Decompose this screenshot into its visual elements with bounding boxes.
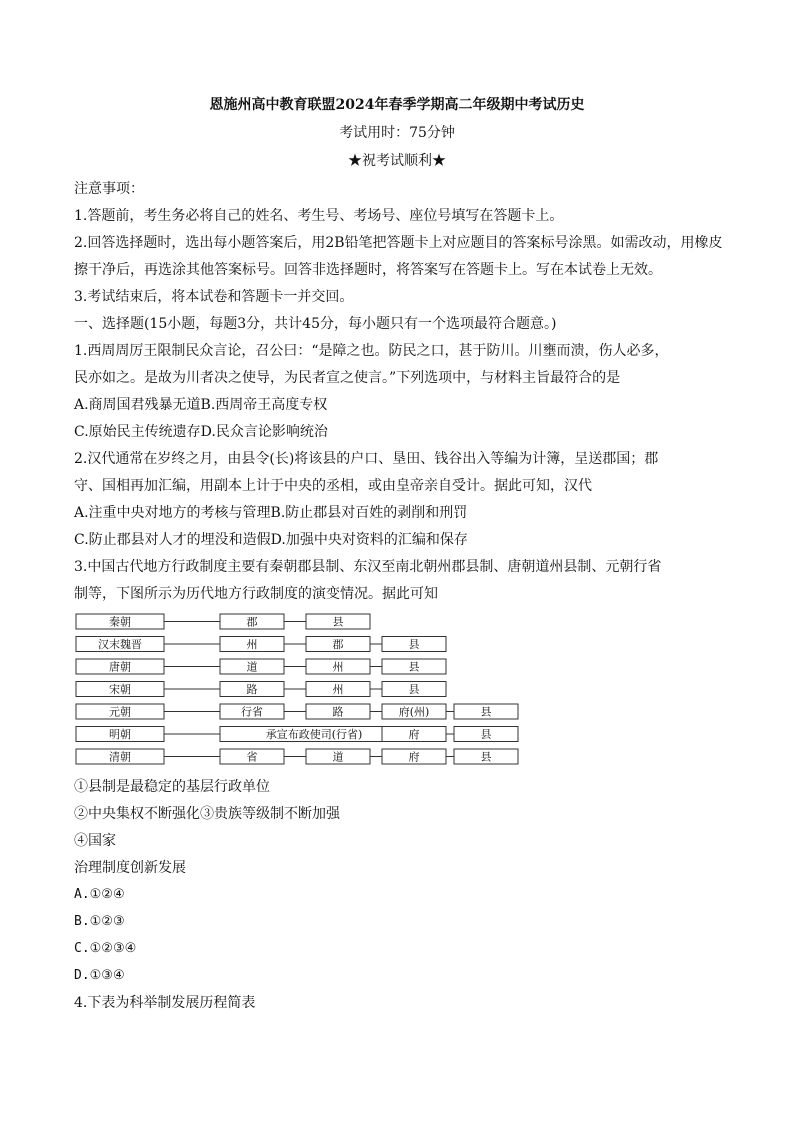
dynasty-label: 清朝 <box>109 750 131 764</box>
unit-label: 县 <box>332 615 344 629</box>
dynasty-label: 宋朝 <box>109 683 131 696</box>
unit-label: 路 <box>246 683 258 696</box>
notes-heading: 注意事项： <box>74 181 144 197</box>
unit-label: 府(州) <box>398 705 430 719</box>
q2-stem-line-2: 守、国相再加汇编，用副本上计于中央的丞相，或由皇帝亲自受计。据此可知，汉代 <box>74 478 592 494</box>
note-2-line-1: 2.回答选择题时，选出每小题答案后，用2B铅笔把答题卡上对应题目的答案标号涂黑。如需改动，用橡皮 <box>74 235 723 251</box>
q2-options-cd: C.防止郡县对人才的埋没和造假D.加强中央对资料的汇编和保存 <box>74 532 468 548</box>
q2-options-ab: A.注重中央对地方的考核与管理B.防止郡县对百姓的剥削和刑罚 <box>74 505 468 521</box>
unit-label: 道 <box>246 660 258 674</box>
q2-stem-line-1: 2.汉代通常在岁终之月，由县令(长)将该县的户口、垦田、钱谷出入等编为计簿，呈送郡国；郡 <box>74 451 659 467</box>
q1-stem-line-2: 民亦如之。是故为川者决之使导，为民者宣之使言。”下列选项中，与材料主旨最符合的是 <box>74 370 621 386</box>
q3-option-a: A.①②④ <box>74 887 125 902</box>
q3-option-d: D.①③④ <box>74 968 125 983</box>
q3-stem-line-1: 3.中国古代地方行政制度主要有秦朝郡县制、东汉至南北朝州郡县制、唐朝道州县制、元朝行省 <box>74 559 662 575</box>
section-heading: 一、选择题(15小题，每题3分，共计45分，每小题只有一个选项最符合题意。) <box>74 316 557 332</box>
note-2-line-2: 擦干净后，再选涂其他答案标号。回答非选择题时，将答案写在答题卡上。写在本试卷上无效。 <box>74 262 662 278</box>
unit-label: 郡 <box>246 615 258 629</box>
exam-wish: ★祝考试顺利★ <box>348 153 446 169</box>
dynasty-label: 元朝 <box>109 705 131 719</box>
unit-label: 县 <box>480 728 492 741</box>
unit-label: 省 <box>246 750 258 764</box>
q4-stem-line-1: 4.下表为科举制发展历程简表 <box>74 995 256 1011</box>
q3-statement-2-3: ②中央集权不断强化③贵族等级制不断加强 <box>74 806 340 822</box>
q1-stem-line-1: 1.西周周厉王限制民众言论，召公曰：“是障之也。防民之口，甚于防川。川壅而溃，伤人必多， <box>74 343 669 359</box>
dynasty-label: 秦朝 <box>109 615 131 629</box>
exam-title: 恩施州高中教育联盟2024年春季学期高二年级期中考试历史 <box>209 97 585 113</box>
unit-label: 承宣布政使司(行省) <box>265 728 363 741</box>
unit-label: 县 <box>480 750 492 764</box>
exam-time: 考试用时：75分钟 <box>339 125 455 141</box>
q3-stem-line-2: 制等，下图所示为历代地方行政制度的演变情况。据此可知 <box>74 586 438 602</box>
q1-options-cd: C.原始民主传统遗存D.民众言论影响统治 <box>74 424 328 440</box>
unit-label: 道 <box>332 750 344 764</box>
unit-label: 县 <box>480 705 492 719</box>
dynasty-label: 明朝 <box>109 728 131 741</box>
dynasty-label: 汉末魏晋 <box>98 638 142 651</box>
q3-statement-1: ①县制是最稳定的基层行政单位 <box>74 779 270 795</box>
unit-label: 行省 <box>241 705 263 719</box>
unit-label: 州 <box>246 638 258 651</box>
unit-label: 府 <box>408 750 420 764</box>
dynasty-label: 唐朝 <box>109 660 131 674</box>
admin-system-diagram <box>74 610 564 770</box>
unit-label: 郡 <box>332 638 344 651</box>
unit-label: 县 <box>408 660 420 674</box>
unit-label: 州 <box>332 683 344 696</box>
q3-option-c: C.①②③④ <box>74 941 137 956</box>
q3-statement-4-line-1: ④国家 <box>74 833 116 849</box>
note-1: 1.答题前，考生务必将自己的姓名、考生号、考场号、座位号填写在答题卡上。 <box>74 208 564 224</box>
q1-options-ab: A.商周国君残暴无道B.西周帝王高度专权 <box>74 397 328 413</box>
unit-label: 州 <box>332 660 344 674</box>
unit-label: 府 <box>408 728 420 741</box>
q3-option-b: B.①②③ <box>74 914 125 929</box>
unit-label: 路 <box>332 705 344 719</box>
unit-label: 县 <box>408 638 420 651</box>
note-3: 3.考试结束后，将本试卷和答题卡一并交回。 <box>74 289 354 305</box>
unit-label: 县 <box>408 683 420 696</box>
q3-statement-4-line-2: 治理制度创新发展 <box>74 860 186 876</box>
